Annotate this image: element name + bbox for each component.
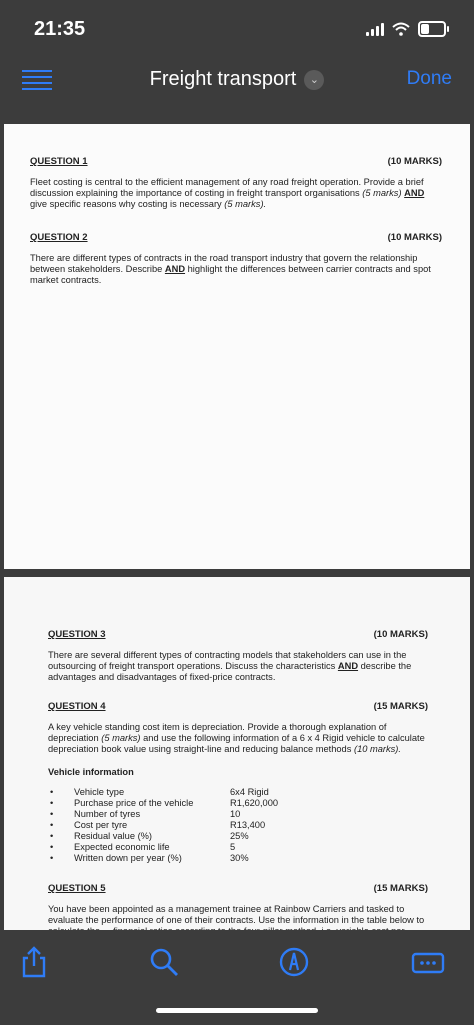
question-title: QUESTION 5: [48, 883, 106, 894]
list-item: • Residual value (%) 25%: [50, 831, 249, 841]
more-icon[interactable]: [410, 944, 446, 980]
question-marks: (10 MARKS): [387, 232, 442, 243]
question-marks: (15 MARKS): [373, 883, 428, 894]
markup-icon[interactable]: [276, 944, 312, 980]
status-time: 21:35: [34, 18, 86, 40]
share-icon[interactable]: [16, 944, 52, 980]
list-item: • Purchase price of the vehicle R1,620,000: [50, 798, 279, 808]
list-item: • Cost per tyre R13,400: [50, 820, 266, 830]
done-button[interactable]: Done: [406, 68, 452, 89]
list-item: • Vehicle type 6x4 Rigid: [50, 787, 269, 797]
question-text: You have been appointed as a management trainee at Rainbow Carriers and tasked to evaluate the performance of one of their contracts. Use the information in the table below to: [48, 904, 425, 925]
page-1: [4, 124, 470, 569]
document-viewer[interactable]: [0, 104, 474, 930]
question-text: A key vehicle standing cost item is depreciation. Provide a thorough explanation of depreciation (5 marks) and use the following information of a 6 x 4 Rigid vehicle to calculate depreciation book value using straight-line and reducing balance methods (10 marks).: [48, 722, 425, 754]
home-indicator[interactable]: [156, 1008, 318, 1013]
question-3: [48, 629, 428, 683]
status-bar: [0, 0, 474, 58]
question-title: QUESTION 2: [30, 232, 88, 243]
nav-bar: [0, 58, 474, 104]
question-4: [48, 701, 428, 864]
battery-icon: [418, 21, 446, 37]
signal-icon: [366, 22, 384, 36]
question-marks: (10 MARKS): [387, 156, 442, 167]
list-item: • Written down per year (%) 30%: [50, 853, 249, 863]
bottom-toolbar: [0, 930, 474, 1025]
vehicle-info-title: Vehicle information: [48, 767, 134, 777]
vehicle-info-list: [48, 787, 428, 864]
search-icon[interactable]: [146, 944, 182, 980]
wifi-icon: [392, 22, 410, 36]
list-item: • Number of tyres 10: [50, 809, 241, 819]
document-title-text: Freight transport: [149, 68, 297, 90]
question-text: Fleet costing is central to the efficient management of any road freight operation. Provide a brief discussion explaining the importance of costing in freight transport organisations (5 marks) AND give specific reasons why costing is necessary (5 marks).: [30, 177, 425, 209]
question-text: There are several different types of contracting models that stakeholders can use in the outsourcing of freight transport operations. Discuss the characteristics AND describe the advantages and disadvantages of fixed-price contracts.: [48, 650, 412, 682]
question-marks: (10 MARKS): [373, 629, 428, 640]
question-title: QUESTION 1: [30, 156, 88, 167]
question-title: QUESTION 3: [48, 629, 106, 640]
list-item: • Expected economic life 5: [50, 842, 236, 852]
document-title[interactable]: [0, 68, 474, 91]
question-1: [30, 156, 442, 210]
chevron-down-icon[interactable]: ⌄: [304, 70, 324, 90]
question-title: QUESTION 4: [48, 701, 106, 712]
question-2: [30, 232, 442, 286]
question-text: There are different types of contracts in the road transport industry that govern the relationship between stakeholders. Describe AND highlight the differences between carrier contracts and spot market contracts.: [30, 253, 431, 285]
question-marks: (15 MARKS): [373, 701, 428, 712]
status-icons: [366, 20, 446, 38]
